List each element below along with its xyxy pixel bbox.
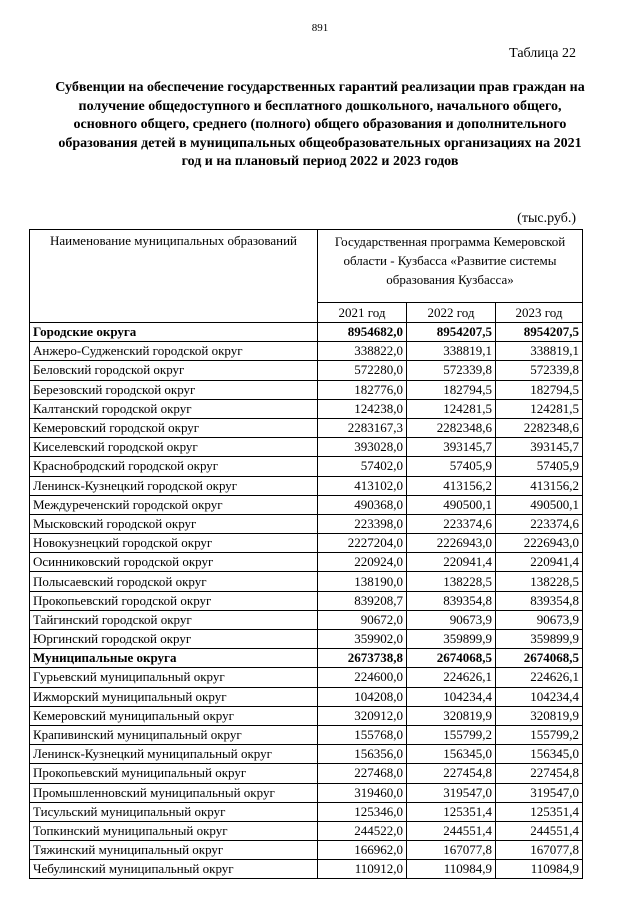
group-total-row (30, 649, 583, 668)
value-2021-cell: 319460,0 (318, 783, 407, 802)
value-2022-cell: 125351,4 (407, 802, 496, 821)
value-2023-cell: 156345,0 (496, 745, 583, 764)
value-2022-cell: 490500,1 (407, 495, 496, 514)
value-2023-cell: 155799,2 (496, 725, 583, 744)
value-2022-cell: 223374,6 (407, 514, 496, 533)
value-2021-cell: 244522,0 (318, 821, 407, 840)
value-2021-cell: 2227204,0 (318, 534, 407, 553)
table-row (30, 821, 583, 840)
value-2021-cell: 224600,0 (318, 668, 407, 687)
value-2022-cell: 224626,1 (407, 668, 496, 687)
value-2023-cell: 490500,1 (496, 495, 583, 514)
value-2022-cell: 393145,7 (407, 438, 496, 457)
municipality-name-cell: Муниципальные округа (30, 649, 318, 668)
subsidy-table (29, 229, 583, 879)
municipality-name-cell: Беловский городской округ (30, 361, 318, 380)
table-row (30, 380, 583, 399)
table-body (30, 323, 583, 879)
title-line: Субвенции на обеспечение государственных гарантий реализации прав граждан на (55, 80, 585, 95)
value-2022-cell: 155799,2 (407, 725, 496, 744)
title-line: основного общего, среднего (полного) общего образования и дополнительного (73, 117, 567, 132)
value-2021-cell: 338822,0 (318, 342, 407, 361)
value-2023-cell: 2282348,6 (496, 418, 583, 437)
value-2023-cell: 338819,1 (496, 342, 583, 361)
value-2021-cell: 156356,0 (318, 745, 407, 764)
value-2023-cell: 572339,8 (496, 361, 583, 380)
municipality-name-cell: Прокопьевский муниципальный округ (30, 764, 318, 783)
table-row (30, 457, 583, 476)
value-2021-cell: 110912,0 (318, 860, 407, 879)
value-2022-cell: 57405,9 (407, 457, 496, 476)
table-row (30, 745, 583, 764)
value-2021-cell: 182776,0 (318, 380, 407, 399)
table-row (30, 725, 583, 744)
year-2022-header: 2022 год (407, 303, 496, 323)
municipality-name-cell: Промышленновский муниципальный округ (30, 783, 318, 802)
value-2023-cell: 2674068,5 (496, 649, 583, 668)
municipality-name-cell: Кемеровский городской округ (30, 418, 318, 437)
table-row (30, 706, 583, 725)
table-row (30, 399, 583, 418)
value-2023-cell: 104234,4 (496, 687, 583, 706)
municipality-name-cell: Ленинск-Кузнецкий городской округ (30, 476, 318, 495)
municipality-name-cell: Крапивинский муниципальный округ (30, 725, 318, 744)
value-2023-cell: 220941,4 (496, 553, 583, 572)
table-row (30, 630, 583, 649)
value-2022-cell: 182794,5 (407, 380, 496, 399)
value-2022-cell: 338819,1 (407, 342, 496, 361)
value-2021-cell: 155768,0 (318, 725, 407, 744)
value-2021-cell: 413102,0 (318, 476, 407, 495)
value-2021-cell: 90672,0 (318, 610, 407, 629)
value-2021-cell: 2283167,3 (318, 418, 407, 437)
page-number: 891 (311, 22, 329, 34)
value-2023-cell: 8954207,5 (496, 323, 583, 342)
value-2023-cell: 124281,5 (496, 399, 583, 418)
value-2021-cell: 220924,0 (318, 553, 407, 572)
value-2023-cell: 2226943,0 (496, 534, 583, 553)
value-2022-cell: 359899,9 (407, 630, 496, 649)
value-2022-cell: 220941,4 (407, 553, 496, 572)
value-2023-cell: 320819,9 (496, 706, 583, 725)
value-2021-cell: 393028,0 (318, 438, 407, 457)
value-2023-cell: 125351,4 (496, 802, 583, 821)
value-2022-cell: 2282348,6 (407, 418, 496, 437)
value-2022-cell: 413156,2 (407, 476, 496, 495)
value-2022-cell: 90673,9 (407, 610, 496, 629)
value-2021-cell: 57402,0 (318, 457, 407, 476)
table-header-row (30, 230, 583, 303)
table-row (30, 438, 583, 457)
title-line: получение общедоступного и бесплатного дошкольного, начального общего, (78, 98, 562, 114)
value-2023-cell: 393145,7 (496, 438, 583, 457)
value-2022-cell: 138228,5 (407, 572, 496, 591)
value-2022-cell: 839354,8 (407, 591, 496, 610)
municipality-column-header: Наименование муниципальных образований (30, 230, 318, 323)
value-2021-cell: 166962,0 (318, 841, 407, 860)
municipality-name-cell: Березовский городской округ (30, 380, 318, 399)
municipality-name-cell: Ленинск-Кузнецкий муниципальный округ (30, 745, 318, 764)
value-2023-cell: 224626,1 (496, 668, 583, 687)
value-2021-cell: 572280,0 (318, 361, 407, 380)
value-2022-cell: 167077,8 (407, 841, 496, 860)
value-2022-cell: 320819,9 (407, 706, 496, 725)
value-2021-cell: 320912,0 (318, 706, 407, 725)
value-2023-cell: 359899,9 (496, 630, 583, 649)
table-row (30, 860, 583, 879)
year-2023-header: 2023 год (496, 303, 583, 323)
municipality-name-cell: Мысковский городской округ (30, 514, 318, 533)
value-2022-cell: 319547,0 (407, 783, 496, 802)
table-row (30, 783, 583, 802)
value-2023-cell: 182794,5 (496, 380, 583, 399)
municipality-name-cell: Тисульский муниципальный округ (30, 802, 318, 821)
municipality-name-cell: Кемеровский муниципальный округ (30, 706, 318, 725)
value-2022-cell: 572339,8 (407, 361, 496, 380)
municipality-name-cell: Чебулинский муниципальный округ (30, 860, 318, 879)
value-2021-cell: 125346,0 (318, 802, 407, 821)
value-2022-cell: 2226943,0 (407, 534, 496, 553)
value-2021-cell: 839208,7 (318, 591, 407, 610)
value-2022-cell: 104234,4 (407, 687, 496, 706)
value-2022-cell: 244551,4 (407, 821, 496, 840)
table-row (30, 572, 583, 591)
table-row (30, 342, 583, 361)
document-title (30, 79, 610, 172)
value-2022-cell: 110984,9 (407, 860, 496, 879)
value-2021-cell: 223398,0 (318, 514, 407, 533)
table-row (30, 668, 583, 687)
value-2023-cell: 413156,2 (496, 476, 583, 495)
value-2021-cell: 359902,0 (318, 630, 407, 649)
table-row (30, 687, 583, 706)
table-row (30, 495, 583, 514)
value-2022-cell: 156345,0 (407, 745, 496, 764)
table-row (30, 553, 583, 572)
municipality-name-cell: Киселевский городской округ (30, 438, 318, 457)
municipality-name-cell: Тяжинский муниципальный округ (30, 841, 318, 860)
table-row (30, 610, 583, 629)
value-2021-cell: 8954682,0 (318, 323, 407, 342)
municipality-name-cell: Полысаевский городской округ (30, 572, 318, 591)
program-column-header: Государственная программа Кемеровской области - Кузбасса «Развитие системы образования Кузбасса» (318, 230, 583, 303)
value-2021-cell: 138190,0 (318, 572, 407, 591)
year-2021-header: 2021 год (318, 303, 407, 323)
value-2023-cell: 839354,8 (496, 591, 583, 610)
value-2023-cell: 138228,5 (496, 572, 583, 591)
value-2022-cell: 2674068,5 (407, 649, 496, 668)
municipality-name-cell: Междуреченский городской округ (30, 495, 318, 514)
table-number: Таблица 22 (509, 46, 576, 61)
table-row (30, 361, 583, 380)
municipality-name-cell: Краснобродский городской округ (30, 457, 318, 476)
municipality-name-cell: Прокопьевский городской округ (30, 591, 318, 610)
municipality-name-cell: Топкинский муниципальный округ (30, 821, 318, 840)
value-2023-cell: 227454,8 (496, 764, 583, 783)
value-2023-cell: 223374,6 (496, 514, 583, 533)
title-line: образования детей в муниципальных общеобразовательных организациях на 2021 (58, 135, 582, 151)
value-2021-cell: 490368,0 (318, 495, 407, 514)
table-row (30, 476, 583, 495)
value-2023-cell: 110984,9 (496, 860, 583, 879)
value-2021-cell: 227468,0 (318, 764, 407, 783)
municipality-name-cell: Тайгинский городской округ (30, 610, 318, 629)
value-2023-cell: 244551,4 (496, 821, 583, 840)
value-2023-cell: 57405,9 (496, 457, 583, 476)
value-2022-cell: 8954207,5 (407, 323, 496, 342)
value-2021-cell: 104208,0 (318, 687, 407, 706)
municipality-name-cell: Новокузнецкий городской округ (30, 534, 318, 553)
value-2023-cell: 167077,8 (496, 841, 583, 860)
title-line: год и на плановый период 2022 и 2023 годов (181, 154, 459, 169)
group-total-row (30, 323, 583, 342)
municipality-name-cell: Ижморский муниципальный округ (30, 687, 318, 706)
table-row (30, 841, 583, 860)
table-row (30, 534, 583, 553)
value-2023-cell: 90673,9 (496, 610, 583, 629)
value-2023-cell: 319547,0 (496, 783, 583, 802)
table-row (30, 418, 583, 437)
municipality-name-cell: Осинниковский городской округ (30, 553, 318, 572)
unit-label: (тыс.руб.) (517, 211, 576, 226)
municipality-name-cell: Городские округа (30, 323, 318, 342)
municipality-name-cell: Гурьевский муниципальный округ (30, 668, 318, 687)
table-row (30, 514, 583, 533)
municipality-name-cell: Анжеро-Судженский городской округ (30, 342, 318, 361)
value-2022-cell: 227454,8 (407, 764, 496, 783)
municipality-name-cell: Калтанский городской округ (30, 399, 318, 418)
value-2021-cell: 2673738,8 (318, 649, 407, 668)
table-row (30, 764, 583, 783)
value-2021-cell: 124238,0 (318, 399, 407, 418)
value-2022-cell: 124281,5 (407, 399, 496, 418)
table-row (30, 591, 583, 610)
municipality-name-cell: Юргинский городской округ (30, 630, 318, 649)
table-row (30, 802, 583, 821)
